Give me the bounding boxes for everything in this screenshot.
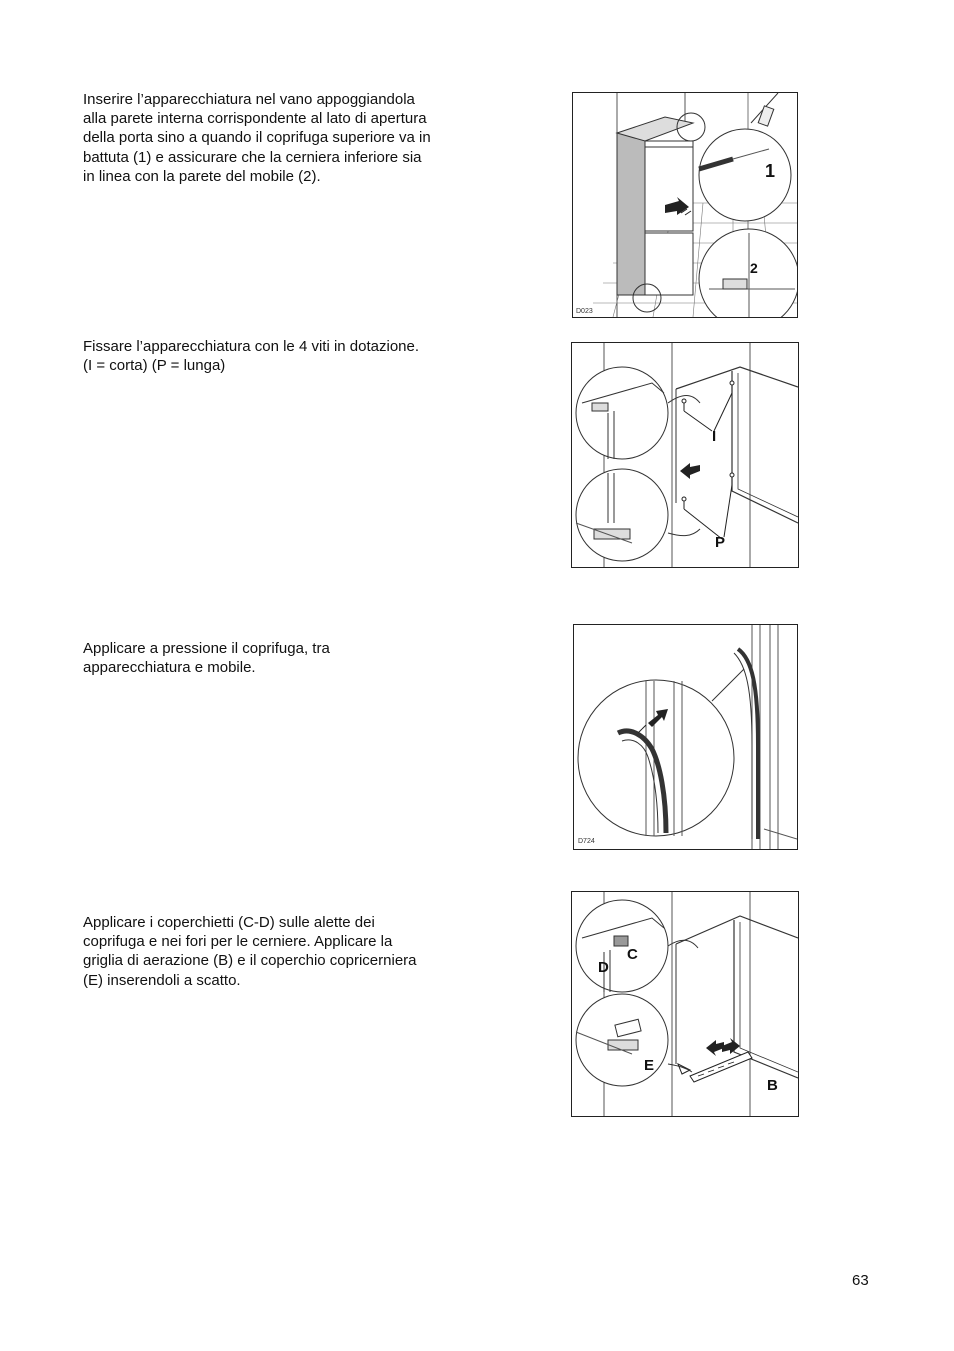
figure-insert-appliance bbox=[572, 92, 798, 318]
figure-covers-grille bbox=[571, 891, 799, 1117]
label-1: 1 bbox=[765, 161, 776, 181]
fix-screws-illustration bbox=[572, 343, 798, 567]
seal-strip-illustration bbox=[574, 625, 797, 849]
instruction-text-1: Inserire l’apparecchiatura nel vano appoggiandola alla parete interna corrispondente al lato di apertura della porta sino a quando il coprifuga superiore va in battuta (1) e assicurare che la cerniera inferiore sia in linea con la parete del mobile (2). bbox=[83, 91, 431, 185]
label-2: 2 bbox=[750, 260, 758, 276]
label-b: B bbox=[767, 1077, 778, 1094]
instruction-text-2: Fissare l’apparecchiatura con le 4 viti in dotazione. (I = corta) (P = lunga) bbox=[83, 338, 420, 375]
figure-code-d023: D023 bbox=[576, 308, 593, 315]
label-c: C bbox=[627, 946, 638, 963]
insert-appliance-illustration bbox=[573, 93, 797, 317]
instruction-text-4: Applicare i coperchietti (C-D) sulle alette dei coprifuga e nei fori per le cerniere. Applicare la griglia di aerazione (B) e il coperchio copricerniera (E) inserendoli a scatto. bbox=[83, 914, 417, 989]
figure-fix-screws bbox=[571, 342, 799, 568]
figure-code-d724: D724 bbox=[578, 838, 595, 845]
label-i: I bbox=[712, 428, 717, 445]
label-e: E bbox=[644, 1057, 655, 1074]
label-p: P bbox=[715, 534, 726, 551]
figure-seal-strip bbox=[573, 624, 798, 850]
page-number: 63 bbox=[852, 1272, 869, 1289]
label-d: D bbox=[598, 959, 609, 976]
instruction-text-3: Applicare a pressione il coprifuga, tra apparecchiatura e mobile. bbox=[83, 640, 330, 677]
covers-grille-illustration bbox=[572, 892, 798, 1116]
